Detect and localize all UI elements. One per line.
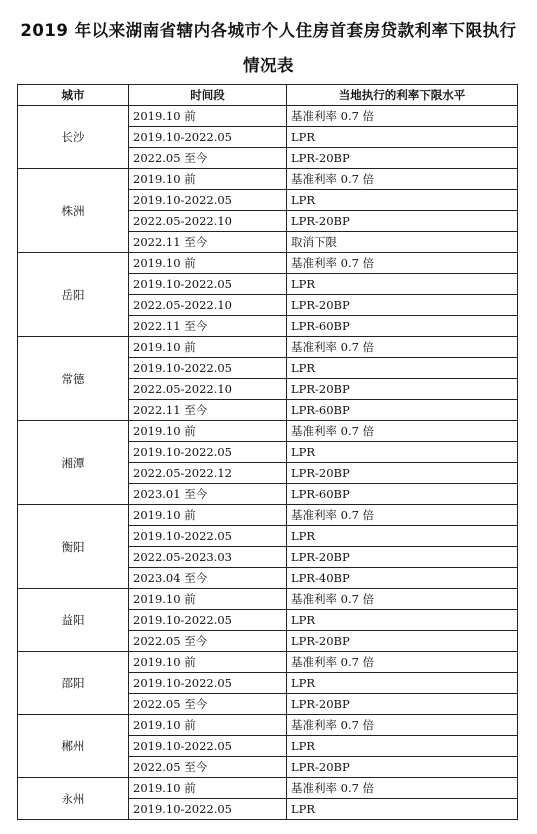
rate-level-cell: LPR-60BP [287, 400, 518, 421]
header-city: 城市 [18, 85, 129, 106]
period-cell: 2019.10-2022.05 [129, 673, 287, 694]
rate-level-cell: LPR [287, 274, 518, 295]
rate-level-cell: LPR-20BP [287, 211, 518, 232]
city-cell: 长沙 [18, 106, 129, 169]
period-cell: 2022.11 至今 [129, 232, 287, 253]
period-cell: 2022.05-2022.10 [129, 379, 287, 400]
period-cell: 2019.10 前 [129, 253, 287, 274]
period-cell: 2019.10-2022.05 [129, 274, 287, 295]
period-cell: 2022.05-2022.10 [129, 295, 287, 316]
rate-level-cell: LPR [287, 799, 518, 820]
rate-level-cell: 取消下限 [287, 232, 518, 253]
period-cell: 2019.10-2022.05 [129, 526, 287, 547]
period-cell: 2019.10 前 [129, 715, 287, 736]
city-cell: 益阳 [18, 589, 129, 652]
city-cell: 衡阳 [18, 505, 129, 589]
rate-level-cell: LPR [287, 736, 518, 757]
rate-level-cell: LPR-20BP [287, 757, 518, 778]
rate-level-cell: 基准利率 0.7 倍 [287, 715, 518, 736]
city-cell: 郴州 [18, 715, 129, 778]
table-row [18, 652, 518, 673]
rate-level-cell: 基准利率 0.7 倍 [287, 589, 518, 610]
rate-level-cell: LPR-40BP [287, 568, 518, 589]
rate-level-cell: LPR-20BP [287, 694, 518, 715]
period-cell: 2019.10 前 [129, 505, 287, 526]
period-cell: 2019.10-2022.05 [129, 736, 287, 757]
table-row [18, 169, 518, 190]
table-row [18, 778, 518, 799]
period-cell: 2022.05 至今 [129, 148, 287, 169]
rate-level-cell: LPR [287, 358, 518, 379]
city-cell: 邵阳 [18, 652, 129, 715]
rate-level-cell: LPR [287, 610, 518, 631]
rate-level-cell: LPR-20BP [287, 295, 518, 316]
rate-level-cell: LPR [287, 526, 518, 547]
document-subtitle: 情况表 [243, 56, 294, 75]
rate-level-cell: 基准利率 0.7 倍 [287, 337, 518, 358]
rate-level-cell: LPR-20BP [287, 547, 518, 568]
period-cell: 2019.10 前 [129, 778, 287, 799]
period-cell: 2022.11 至今 [129, 400, 287, 421]
table-row [18, 421, 518, 442]
period-cell: 2019.10-2022.05 [129, 358, 287, 379]
table-row [18, 505, 518, 526]
period-cell: 2023.01 至今 [129, 484, 287, 505]
table-row [18, 715, 518, 736]
document-title: 2019 年以来湖南省辖内各城市个人住房首套房贷款利率下限执行 [20, 21, 517, 40]
period-cell: 2022.05 至今 [129, 757, 287, 778]
period-cell: 2019.10 前 [129, 106, 287, 127]
rate-level-cell: LPR [287, 673, 518, 694]
rate-level-cell: 基准利率 0.7 倍 [287, 652, 518, 673]
rate-level-cell: LPR-60BP [287, 484, 518, 505]
table-row [18, 337, 518, 358]
header-level: 当地执行的利率下限水平 [287, 85, 518, 106]
period-cell: 2022.05-2022.12 [129, 463, 287, 484]
rate-level-cell: 基准利率 0.7 倍 [287, 253, 518, 274]
period-cell: 2019.10-2022.05 [129, 610, 287, 631]
header-period: 时间段 [129, 85, 287, 106]
rate-level-cell: 基准利率 0.7 倍 [287, 169, 518, 190]
period-cell: 2022.11 至今 [129, 316, 287, 337]
rate-level-cell: LPR-20BP [287, 631, 518, 652]
rate-level-cell: 基准利率 0.7 倍 [287, 505, 518, 526]
rate-level-cell: 基准利率 0.7 倍 [287, 778, 518, 799]
period-cell: 2019.10 前 [129, 337, 287, 358]
rate-floor-table [17, 84, 518, 820]
rate-level-cell: LPR [287, 190, 518, 211]
table-row [18, 253, 518, 274]
period-cell: 2019.10 前 [129, 169, 287, 190]
period-cell: 2019.10 前 [129, 652, 287, 673]
rate-level-cell: 基准利率 0.7 倍 [287, 106, 518, 127]
period-cell: 2019.10-2022.05 [129, 127, 287, 148]
period-cell: 2019.10 前 [129, 421, 287, 442]
rate-level-cell: LPR [287, 127, 518, 148]
city-cell: 株洲 [18, 169, 129, 253]
city-cell: 永州 [18, 778, 129, 820]
rate-level-cell: LPR-20BP [287, 148, 518, 169]
period-cell: 2022.05-2022.10 [129, 211, 287, 232]
city-cell: 岳阳 [18, 253, 129, 337]
table-row [18, 589, 518, 610]
period-cell: 2022.05 至今 [129, 631, 287, 652]
period-cell: 2022.05-2023.03 [129, 547, 287, 568]
period-cell: 2019.10-2022.05 [129, 190, 287, 211]
table-header-row [18, 85, 518, 106]
table-row [18, 106, 518, 127]
rate-level-cell: LPR [287, 442, 518, 463]
city-cell: 常德 [18, 337, 129, 421]
period-cell: 2019.10-2022.05 [129, 799, 287, 820]
city-cell: 湘潭 [18, 421, 129, 505]
period-cell: 2019.10-2022.05 [129, 442, 287, 463]
period-cell: 2019.10 前 [129, 589, 287, 610]
rate-level-cell: 基准利率 0.7 倍 [287, 421, 518, 442]
rate-level-cell: LPR-60BP [287, 316, 518, 337]
rate-level-cell: LPR-20BP [287, 379, 518, 400]
rate-level-cell: LPR-20BP [287, 463, 518, 484]
period-cell: 2022.05 至今 [129, 694, 287, 715]
period-cell: 2023.04 至今 [129, 568, 287, 589]
